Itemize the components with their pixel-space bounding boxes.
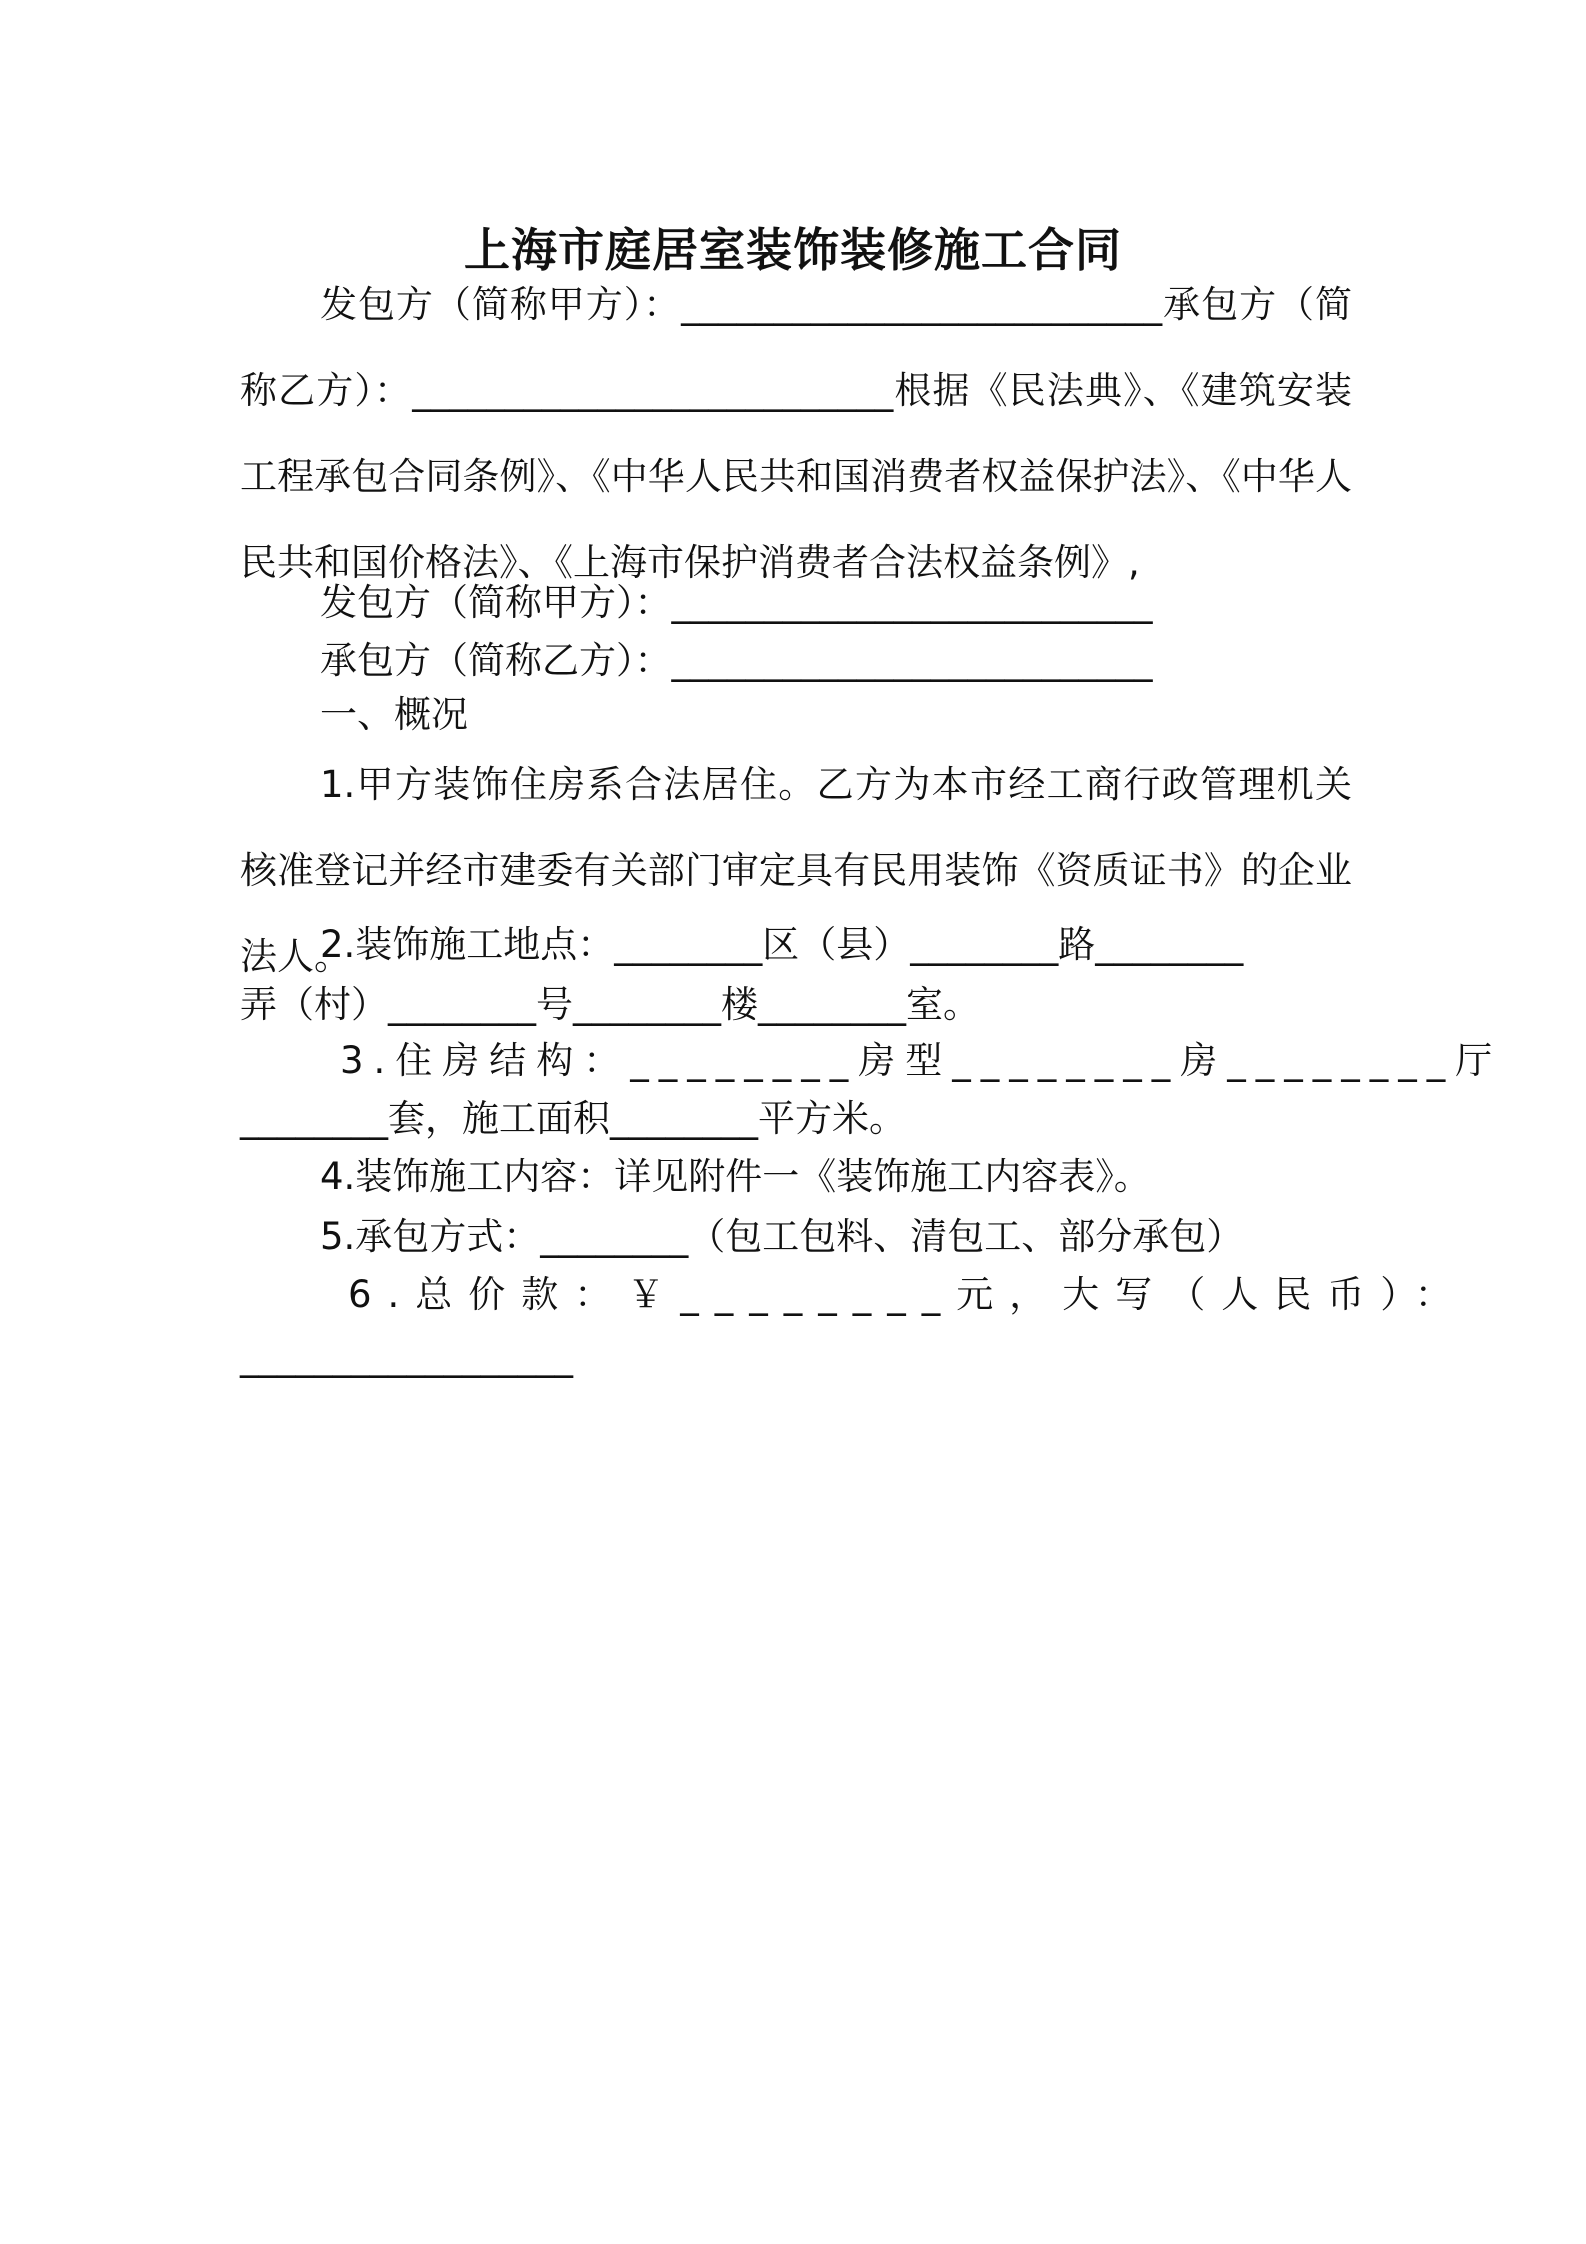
item-5-line: 5.承包方式：________（包工包料、清包工、部分承包） xyxy=(320,1215,1244,1258)
item-2-line-2: 弄（村）________号________楼________室。 xyxy=(240,983,980,1026)
intro-block xyxy=(240,262,1352,606)
intro-paragraph: 发包方（简称甲方）：__________________________承包方（简称乙方）：__________________________根据《民法典》、《建筑安装工程承包合同条例》、《中华人民共和国消费者权益保护法》、《中华人民共和国价格法》、《上海市保护消费者合法权益条例》, xyxy=(240,283,1352,584)
party-b-line: 承包方（简称乙方）：__________________________ xyxy=(320,639,1153,682)
section-heading-overview: 一、概况 xyxy=(320,693,468,736)
item-4-line: 4.装饰施工内容：详见附件一《装饰施工内容表》。 xyxy=(320,1155,1151,1198)
document-title: 上海市庭居室装饰装修施工合同 xyxy=(464,223,1122,277)
item-6-line-2: __________________ xyxy=(240,1335,573,1378)
item-3-line-2: ________套，施工面积________平方米。 xyxy=(240,1097,906,1140)
item-1-paragraph: 1.甲方装饰住房系合法居住。乙方为本市经工商行政管理机关核准登记并经市建委有关部门审定具有民用装饰《资质证书》的企业法人。 xyxy=(240,763,1352,978)
item-2-line-1: 2.装饰施工地点：________区（县）________路________ xyxy=(320,923,1244,966)
item-3-line-1: 3.住房结构：________房型________房________厅 xyxy=(340,1039,1503,1082)
item-6-line-1: 6.总价款：￥________元，大写（人民币）： xyxy=(348,1273,1468,1316)
party-a-line: 发包方（简称甲方）：__________________________ xyxy=(320,581,1153,624)
